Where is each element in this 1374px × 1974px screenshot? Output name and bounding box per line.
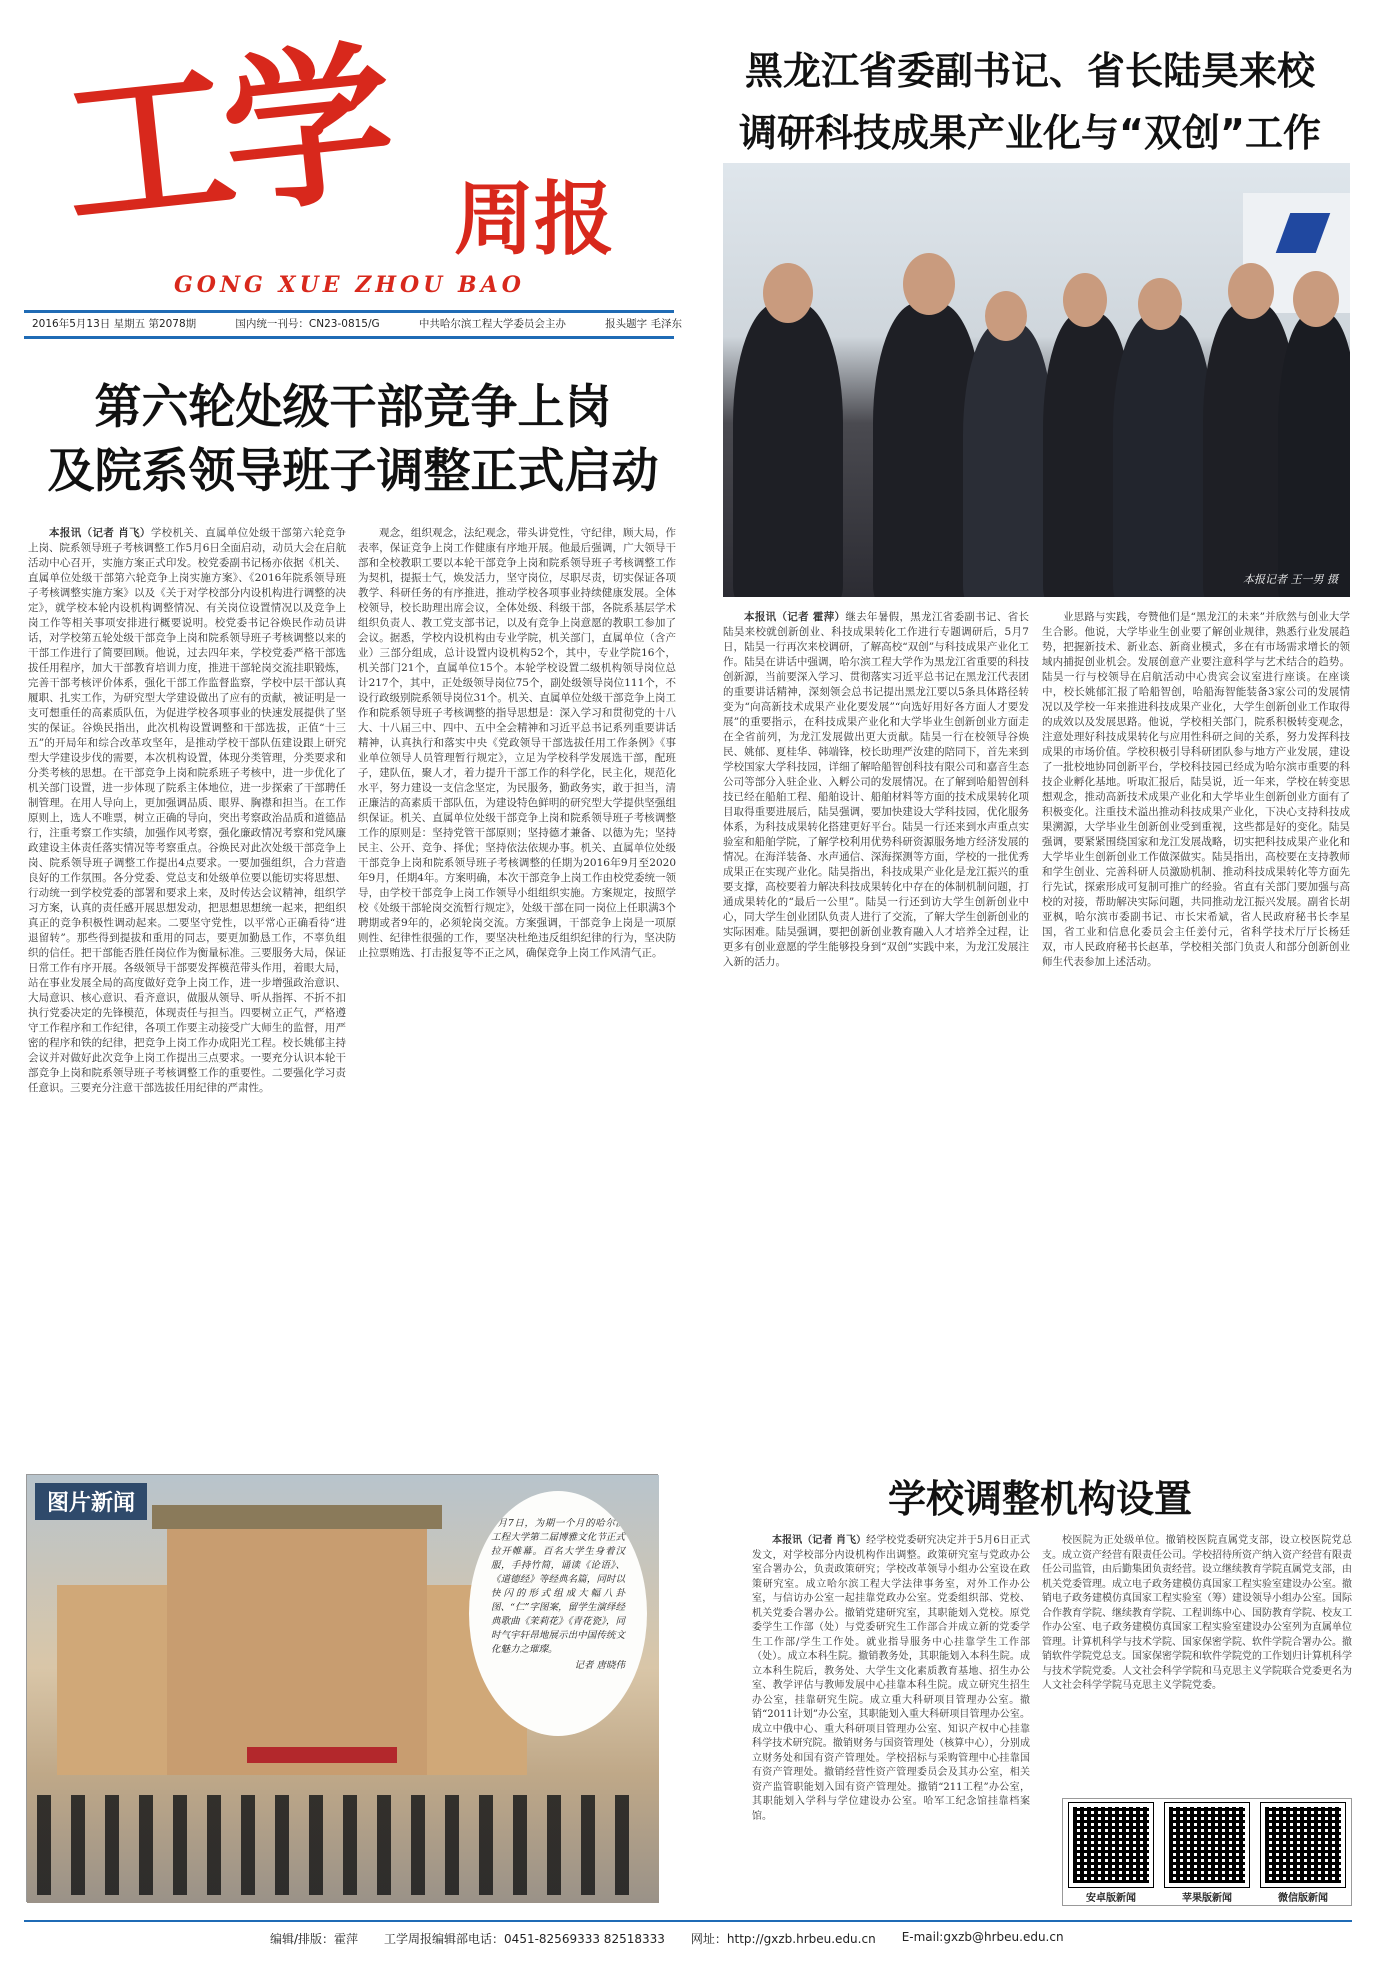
- photo-person-head: [1293, 271, 1339, 327]
- feature-headline-line2: 调研科技成果产业化与“双创”工作: [739, 111, 1321, 155]
- restructure-text-col1: 经学校党委研究决定并于5月6日正式发文，对学校部分内设机构作出调整。政策研究室与党政办公室合署办公，负责政策研究；学校改革领导小组办公室设在政策研究室。成立哈尔滨工程大学法律事务室，对外工作办公室，与信访办公室一起挂靠党政办公室。党委组织部、党校、机关党委合署办公。撤销党建研究室，其职能划入党校。原党委学生工作部（处）与党委研究生工作部合并成立新的党委学生工作部/学生工作处。就业指导服务中心挂靠学生工作部（处）。成立本科生院。撤销教务处，其职能划入本科生院。成立本科生院后，教务处、大学生文化素质教育基地、招生办公室、教学评估与教师发展中心挂靠本科生院。成立研究生招生办公室，挂靠研究生院。成立重大科研项目管理办公室。撤销“2011计划”办公室，其职能划入重大科研项目管理办公室。成立中俄中心、重大科研项目管理办公室、知识产权中心挂靠科学技术研究院。撤销财务与国资管理处（核算中心），分别成立财务处和国有资产管理处。学校招标与采购管理中心挂靠国有资产管理处。撤销经营性资产管理委员会及其办公室，相关资产监管职能划入国有资产管理处。撤销“211工程”办公室，其职能划入学科与学位建设办公室。哈军工纪念馆挂靠档案馆。: [752, 1535, 1030, 1822]
- photo-banner: [247, 1747, 397, 1763]
- qr-label: 安卓版新闻: [1086, 1893, 1136, 1904]
- photo-person: [963, 323, 1053, 597]
- feature-headline-line1: 黑龙江省委副书记、省长陆昊来校: [744, 49, 1315, 93]
- qr-wechat[interactable]: [1261, 1803, 1345, 1904]
- photo-person-head: [985, 291, 1027, 341]
- footer: [270, 1930, 1170, 1947]
- masthead-info-line: [32, 316, 682, 331]
- footer-editor: 编辑/排版：霍萍: [270, 1932, 359, 1946]
- masthead-rule-bottom: [24, 336, 674, 339]
- issue-date: 2016年5月13日 星期五 第2078期: [32, 318, 197, 330]
- photo-building: [167, 1515, 427, 1775]
- feature-text-col2: 业思路与实践，夸赞他们是“黑龙江的未来”并欣然与创业大学生合影。他说，大学毕业生创业要了解创业规律，熟悉行业发展趋势，把握新技术、新业态、新商业模式，多在有市场需求增长的领域内捕捉创业机会。发展创意产业要注意科学与艺术结合的趋势。陆昊一行与校领导在启航活动中心贵宾会议室进行座谈。在座谈中，校长姚郁汇报了哈船智创，哈船海智能装备3家公司的发展情况以及学校一年来推进科技成果产业化，大学生创新创业工作取得的成效以及发展思路。他说，学校相关部门，院系积极转变观念，注意处理好科技成果转化与应用性科研之间的关系，努力发挥科技成果的市场价值。学校积极引导科研团队参与地方产业发展，建设了一批校地协同创新平台，学校科技园已经成为哈尔滨市重要的科技企业孵化基地。听取汇报后，陆昊说，近一年来，学校在转变思想观念，推动高新技术成果产业化和大学毕业生创新创业方面有了积极变化。注重技术溢出推动科技成果产业化，下决心支持科技成果溯源，大学毕业生创新创业受到重视，这些都是好的变化。陆昊强调，要紧紧围绕国家和龙江发展战略，切实把科技成果产业化和大学毕业生创新创业工作做深做实。陆昊指出，高校要在支持教师和学生创业、完善科研人员激励机制、推动科技成果转化等方面先行先试，探索形成可复制可推广的经验。省直有关部门要加强与高校的对接，帮助解决实际问题，共同推动龙江振兴发展。副省长胡亚枫，哈尔滨市委副书记、市长宋希斌，省人民政府秘书长李星国，省工业和信息化委员会主任姜付元，省科学技术厅厅长杨廷双，市人民政府秘书长赵革，学校相关部门负责人和部分创新创业师生代表参加上述活动。: [1042, 611, 1350, 968]
- restructure-byline: 本报讯（记者 肖飞）: [772, 1535, 867, 1546]
- qr-label: 苹果版新闻: [1182, 1893, 1232, 1904]
- footer-email[interactable]: E-mail:gxzb@hrbeu.edu.cn: [901, 1930, 1064, 1944]
- picture-news: [26, 1474, 658, 1902]
- restructure-col2: [1042, 1534, 1352, 1792]
- picture-news-caption-box: [469, 1491, 647, 1736]
- qr-android[interactable]: [1069, 1803, 1153, 1904]
- photo-person: [733, 303, 843, 597]
- qr-code-panel: [1062, 1798, 1352, 1906]
- photo-person-head: [1063, 273, 1107, 327]
- lead-text-col2: 观念，组织观念，法纪观念，带头讲党性，守纪律，顾大局，作表率，保证竞争上岗工作健康有序地开展。他最后强调，广大领导干部和全校教职工要以本轮干部竞争上岗和院系领导班子考核调整工作为契机，提振士气，焕发活力，坚守岗位，尽职尽责，切实保证各项教学、科研任务的有序推进，推动学校各项事业持续健康发展。全体校领导，校长助理出席会议，全体处级、科级干部，各院系基层学术组织负责人、教工党支部书记，以及有竞争上岗意愿的教职工参加了会议。据悉，学校内设机构由专业学院，机关部门，直属单位（含产业）三部分组成，总计设置内设机构52个，其中，专业学院16个，机关部门21个，直属单位15个。本轮学校设置二级机构领导岗位总计217个，其中，正处级领导岗位75个，副处级领导岗位111个，不设行政级别院系领导岗位31个。机关、直属单位处级干部竞争上岗工作和院系领导班子考核调整的指导思想是：深入学习和贯彻党的十八大、十八届三中、四中、五中全会精神和习近平总书记系列重要讲话精神，认真执行和落实中央《党政领导干部选拔任用工作条例》《事业单位领导人员管理暂行规定》，立足为学校科学发展选干部，配班子，建队伍，聚人才，着力提升干部工作的科学化，民主化，规范化水平，努力建设一支信念坚定，为民服务，勤政务实，敢于担当，清正廉洁的高素质干部队伍，为建设特色鲜明的研究型大学提供坚强组织保证。机关、直属单位处级干部竞争上岗和院系领导班子考核调整工作的原则是：坚持党管干部原则；坚持德才兼备、以德为先；坚持民主、公开、竞争、择优；坚持依法依规办事。机关、直属单位处级干部竞争上岗和院系领导班子考核调整的任期为2016年9月至2020年9月，任期4年。方案明确，本次干部竞争上岗工作由校党委统一领导，由学校干部竞争上岗工作领导小组组织实施。方案规定，按照学校《处级干部轮岗交流暂行规定》，处级干部在同一岗位上任职满3个聘期或者9年的，必须轮岗交流。方案强调，干部竞争上岗是一项原则性、纪律性很强的工作，要坚决杜绝违反组织纪律的行为，坚决防止拉票贿选、打击报复等不正之风，确保竞争上岗工作风清气正。: [358, 527, 676, 959]
- feature-article-col1: [723, 610, 1029, 1430]
- lead-byline: 本报讯（记者 肖飞）: [49, 527, 151, 539]
- photo-person: [1113, 313, 1213, 597]
- photo-person-head: [903, 253, 955, 315]
- qr-icon: [1165, 1803, 1249, 1887]
- photo-person-head: [1138, 278, 1182, 330]
- footer-website[interactable]: 网址：http://gxzb.hrbeu.edu.cn: [690, 1932, 876, 1946]
- calligraphy-credit: 报头题字 毛泽东: [605, 318, 682, 330]
- footer-phone: 工学周报编辑部电话：0451-82569333 82518333: [384, 1932, 665, 1946]
- feature-article-col2: [1042, 610, 1350, 1430]
- photo-building-roof: [152, 1505, 442, 1529]
- restructure-headline: 学校调整机构设置: [887, 1477, 1192, 1521]
- photo-person-head: [763, 263, 813, 323]
- feature-headline: [700, 40, 1360, 164]
- picture-news-caption: 5月7日，为期一个月的哈尔滨工程大学第二届博雅文化节正式拉开帷幕。百名大学生身着汉服，手持竹简，诵读《论语》、《道德经》等经典名篇，同时以快闪的形式组成大幅八卦图、“仁”字图案，留学生演绎经典歌曲《茉莉花》《青花瓷》，同时气宇轩昂地展示出中国传统文化魅力之璀璨。: [491, 1518, 625, 1655]
- lead-text-col1: 学校机关、直属单位处级干部第六轮竞争上岗、院系领导班子考核调整工作5月6日全面启动，动员大会在启航活动中心召开，实施方案正式印发。校党委副书记杨亦依据《机关、直属单位处级干部第六轮竞争上岗实施方案》、《2016年院系领导班子考核调整实施方案》以及《关于对学校部分内设机构进行调整的决定》，就学校本轮内设机构调整情况、有关岗位设置情况以及竞争上岗工作等相关事项安排进行概要说明。校党委书记谷焕民作动员讲话，对学校第五轮处级干部竞争上岗和院系领导班子考核调整以来的干部工作进行了简要回顾。他说，过去四年来，学校党委严格干部选拔任用程序，加大干部教育培训力度，推进干部轮岗交流挂职锻炼，完善干部考核评价体系，强化干部工作监督监察，学校中层干部认真履职、扎实工作，为研究型大学建设做出了应有的贡献，被证明是一支可想重任的高素质队伍，为促进学校各项事业的快速发展提供了坚实的保证。谷焕民指出，此次机构设置调整和干部选拔，正值“十三五”的开局年和综合改革攻坚年，是推动学校干部队伍建设跟上研究型大学建设步伐的需要，本次机构设置，体现分类管理，分类要求和分类考核的思想。在干部竞争上岗和院系班子考核中，进一步优化了机关部门设置，进一步体现了院系主体地位，进一步探索了干部聘任制管理。在用人导向上，更加强调品质、眼界、胸襟和担当。在工作原则上，选人不唯票，树立正确的导向，突出考察政治品质和道德品行，注重考察工作实绩，加强作风考察，强化廉政情况考察和党风廉政建设主体责任落实情况等考察重点。谷焕民对此次处级干部竞争上岗、院系领导班子调整工作提出4点要求。一要加强组织，合力营造良好的工作氛围。各分党委、党总支和处级单位要以能切实将思想、行动统一到学校党委的部署和要求上来，及时传达会议精神，组织学习方案，认真的责任感开展思想发动，把思想思想统一起来，把组织真正的竞争积极性调动起来。二要坚守党性，以平常心正确看待“进退留转”。那些得到提拔和重用的同志，要更加勤恳工作，不辜负组织的信任。把干部能否胜任岗位作为衡量标准。三要服务大局，保证日常工作有序开展。各级领导干部要发挥模范带头作用，着眼大局，站在事业发展全局的高度做好竞争上岗工作，进一步增强政治意识、大局意识、核心意识、看齐意识，做服从领导、听从指挥、不折不扣执行党委决定的先锋模范，体现责任与担当。四要树立正气，严格遵守工作程序和工作纪律，各项工作要主动接受广大师生的监督，用严密的程序和铁的纪律，把竞争上岗工作办成阳光工程。校长姚郁主持会议并对做好此次竞争上岗工作提出三点要求。一要充分认识本轮干部竞争上岗和院系领导班子考核调整工作的重要性。二要强化学习责任意识。三要充分注意干部选拔任用纪律的严肃性。: [28, 527, 346, 1094]
- lead-article-col1: [28, 526, 346, 1440]
- photo-person: [1278, 313, 1350, 597]
- footer-rule: [24, 1920, 1352, 1922]
- lead-headline-line2: 及院系领导班子调整正式启动: [47, 444, 659, 499]
- masthead: [24, 24, 684, 344]
- photo-building-wing: [57, 1585, 167, 1775]
- masthead-rule-top: [24, 310, 674, 313]
- restructure-col1: [752, 1534, 1030, 1906]
- qr-label: 微信版新闻: [1278, 1893, 1328, 1904]
- feature-photo: [723, 163, 1350, 597]
- photo-person-head: [1228, 263, 1274, 319]
- masthead-logo: 工学: [54, 22, 394, 256]
- sponsor: 中共哈尔滨工程大学委员会主办: [418, 318, 566, 330]
- qr-icon: [1069, 1803, 1153, 1887]
- picture-news-reporter: 记者 唐晓伟: [574, 1660, 625, 1671]
- photo-credit: 本报记者 王一男 摄: [1243, 573, 1338, 586]
- lead-article-col2: [358, 526, 676, 1440]
- photo-performers: [37, 1795, 649, 1895]
- feature-byline: 本报讯（记者 霍萍）: [744, 611, 846, 623]
- qr-ios[interactable]: [1165, 1803, 1249, 1904]
- feature-text-col1: 继去年暑假，黑龙江省委副书记、省长陆昊来校就创新创业、科技成果转化工作进行专题调研后，5月7日，陆昊一行再次来校调研，了解高校“双创”与科技成果产业化工作。陆昊在讲话中强调，哈尔滨工程大学作为黑龙江省重要的科技创新源，当前要深入学习、贯彻落实习近平总书记在黑龙江代表团的重要讲话精神，深刻领会总书记提出黑龙江要以5条具体路径转变为“向高新技术成果产业化要发展”“向选好用好各方面人才要发展”的重要指示，在科技成果产业化和大学毕业生创新创业方面走在全省前列，为龙江发展做出更大贡献。陆昊一行在校领导谷焕民、姚郁、夏桂华、韩端锋，校长助理严汝建的陪同下，首先来到学校国家大学科技园，详细了解哈船智创科技有限公司和嘉音生态公司等部分入驻企业、入孵公司的发展情况。在了解到哈船智创科技已经在船舶工程、船舶设计、船舶材料等方面的技术成果转化项目取得重要进展后，陆昊强调，要加快建设大学科技园，优化服务体系，为科技成果转化搭建更好平台。陆昊一行还来到水声重点实验室和船舶学院，了解学校利用优势科研资源服务地方经济发展的情况。在海洋装备、水声通信、深海探测等方面，学校的一批优秀成果正在实现产业化。陆昊指出，科技成果产业化是龙江振兴的重要支撑，高校要着力解决科技成果转化中存在的体制机制问题，打通成果转化的“最后一公里”。陆昊一行还到访大学生创新创业中心，同大学生创业团队负责人进行了交流，了解大学生创新创业的实际困难。陆昊强调，要把创新创业教育融入人才培养全过程，让更多有创业意愿的学生能够投身到“双创”实践中来，为龙江发展注入新的活力。: [723, 611, 1029, 968]
- restructure-text-col2: 校医院为正处级单位。撤销校医院直属党支部，设立校医院党总支。成立资产经营有限责任公司。学校招待所资产纳入资产经营有限责任公司监管，由后勤集团负责经营。设立继续教育学院直属党支部，由机关党委管理。成立电子政务建模仿真国家工程实验室建设办公室。撤销电子政务建模仿真国家工程实验室（筹）建设领导小组办公室。国际合作教育学院、继续教育学院、工程训练中心、国防教育学院、校友工作办公室、电子政务建模仿真国家工程实验室建设办公室列为直属单位管理。计算机科学与技术学院、国家保密学院、软件学院合署办公。撤销软件学院党总支。国家保密学院和软件学院党的工作划归计算机科学与技术学院党委。人文社会科学学院和马克思主义学院联合党委更名为人文社会科学学院马克思主义学院党委。: [1042, 1535, 1352, 1691]
- lead-headline: [28, 376, 678, 504]
- lead-headline-line1: 第六轮处级干部竞争上岗: [94, 380, 612, 435]
- masthead-logo-sub: 周报: [454, 172, 614, 266]
- picture-news-label: 图片新闻: [35, 1483, 147, 1520]
- issn: 国内统一刊号：CN23-0815/G: [235, 318, 380, 330]
- qr-icon: [1261, 1803, 1345, 1887]
- masthead-pinyin: GONG XUE ZHOU BAO: [174, 272, 525, 298]
